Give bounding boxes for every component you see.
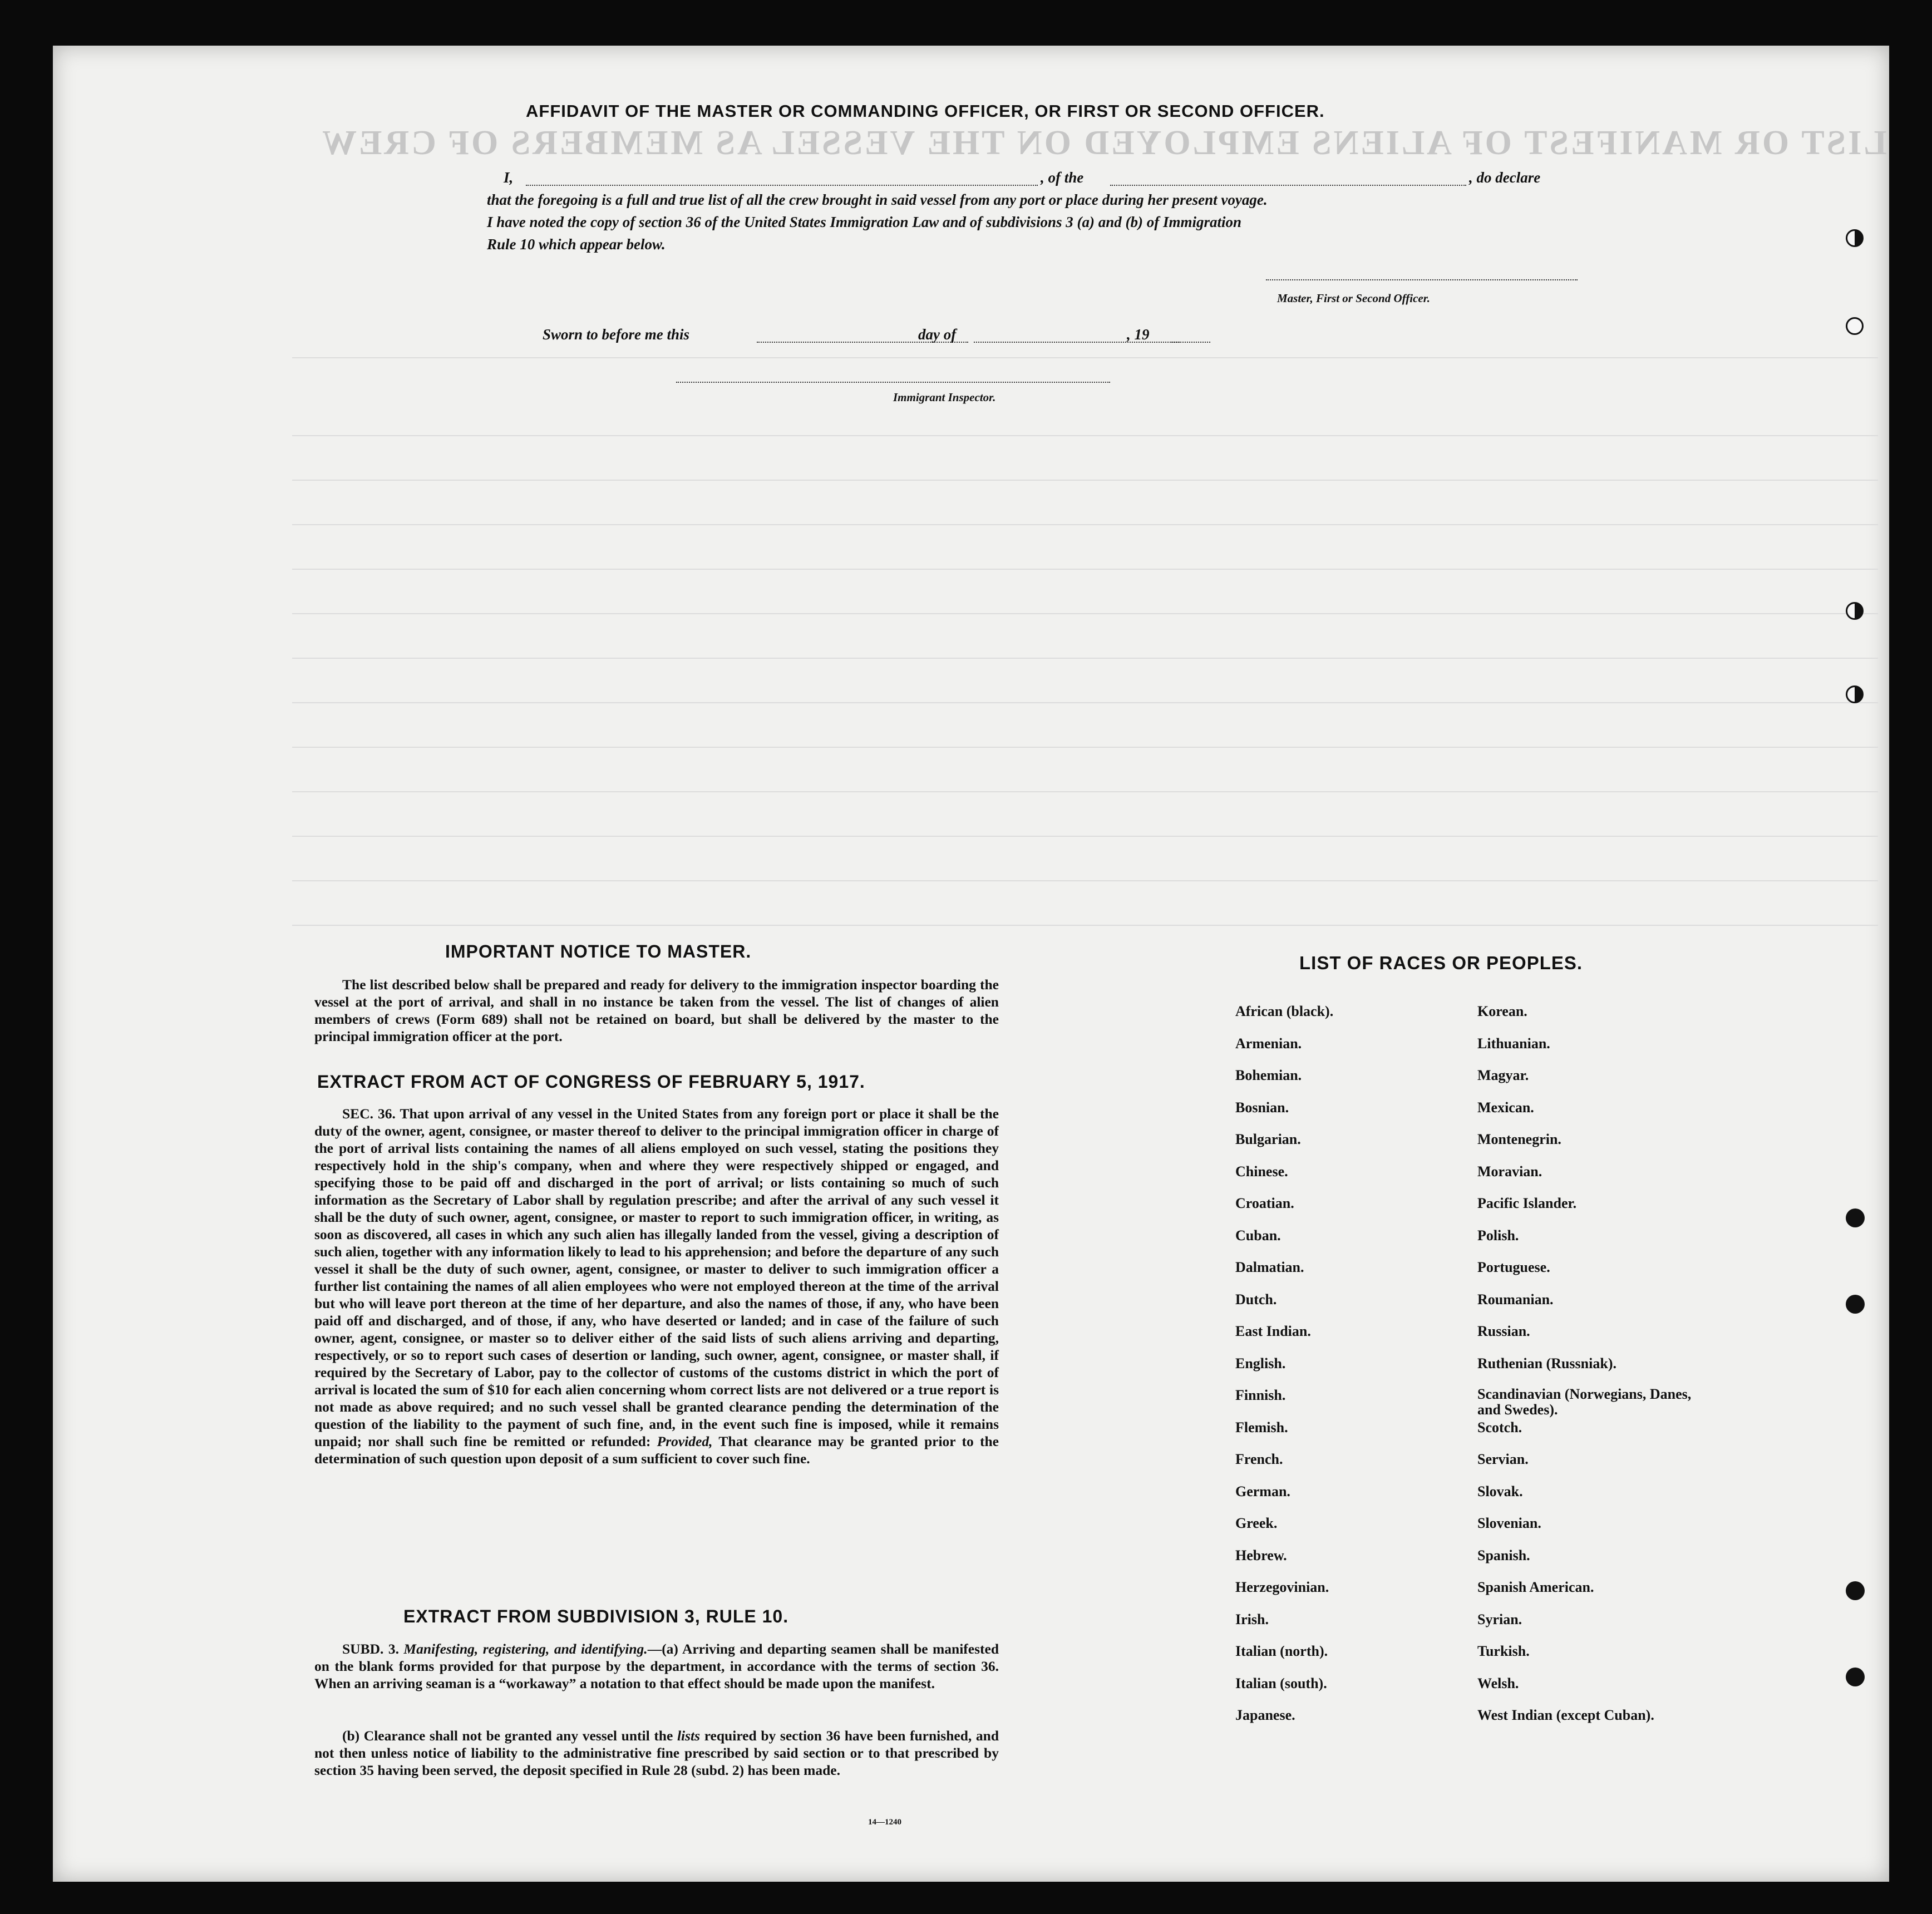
race-item: Syrian. bbox=[1477, 1611, 1522, 1627]
rule-para-b bbox=[314, 1727, 999, 1779]
race-item: Irish. bbox=[1235, 1611, 1269, 1627]
race-item: Spanish. bbox=[1477, 1547, 1530, 1563]
race-item: French. bbox=[1235, 1451, 1283, 1467]
act-title: EXTRACT FROM ACT OF CONGRESS OF FEBRUARY 5, 1917. bbox=[317, 1072, 865, 1092]
binder-hole-icon bbox=[1846, 1581, 1865, 1600]
race-item: Italian (north). bbox=[1235, 1643, 1328, 1659]
race-item: Servian. bbox=[1477, 1451, 1529, 1467]
rule-subd-label: SUBD. 3. bbox=[342, 1641, 399, 1657]
race-item: Roumanian. bbox=[1477, 1291, 1554, 1308]
race-item: Japanese. bbox=[1235, 1707, 1295, 1723]
binder-hole-icon bbox=[1846, 602, 1864, 620]
rule-para-b-start: (b) Clearance shall not be granted any vessel until the bbox=[342, 1728, 673, 1744]
race-item: Mexican. bbox=[1477, 1099, 1534, 1116]
sworn-text: Sworn to before me this bbox=[543, 326, 690, 343]
race-item: Slovenian. bbox=[1477, 1515, 1541, 1531]
race-item: Bosnian. bbox=[1235, 1099, 1289, 1116]
binder-hole-icon bbox=[1846, 1295, 1865, 1314]
race-item: Bohemian. bbox=[1235, 1067, 1302, 1083]
race-item: Moravian. bbox=[1477, 1163, 1542, 1180]
binder-hole-icon bbox=[1846, 685, 1864, 703]
binder-hole-icon bbox=[1846, 229, 1864, 247]
binder-hole-icon bbox=[1846, 1668, 1865, 1686]
race-item: Cuban. bbox=[1235, 1227, 1281, 1244]
year-blank[interactable] bbox=[1171, 342, 1210, 343]
race-item: Scotch. bbox=[1477, 1419, 1522, 1436]
act-body bbox=[314, 1105, 999, 1467]
race-item: Slovak. bbox=[1477, 1483, 1523, 1499]
sworn-year: , 19 bbox=[1127, 326, 1150, 343]
act-text-end: That clearance may be granted prior to the determination of such question upon deposit of a sum sufficient to cover such fine. bbox=[314, 1433, 999, 1467]
race-item: Portuguese. bbox=[1477, 1259, 1550, 1275]
act-text: That upon arrival of any vessel in the United States from any foreign port or place it shall be the duty of the owner, agent, consignee, or master thereof to deliver to the principal immigration officer in charge of the port of arrival lists containing the names of all aliens employed on such vessel, stating the positions they respectively hold in the ship's company, when and where they were respectively shipped or engaged, and specifying those to be paid off and discharged in the port of arrival; or lists containing so much of such information as the Secretary of Labor shall by regulation prescribe; and after the arrival of any such vessel it shall be the duty of such owner, agent, consignee, or master to report to such immigration officer, in writing, as soon as discovered, all cases in which any such alien has illegally landed from the vessel, giving a description of such alien, together with any information likely to lead to his apprehension; and before the departure of any such vessel it shall be the duty of such owner, agent, consignee, or master to deliver to such immigration officer a further list containing the names of all alien employees who were not employed thereon at the time of the arrival but who will leave port thereon at the time of her departure, and also the names of those, if any, who have been paid off and discharged, and of those, if any, who have deserted or landed; and in case of the failure of such owner, agent, consignee, or master so to deliver either of the said lists of such aliens arriving and departing, respectively, or so to report such cases of desertion or landing, such owner, agent, consignee, or master shall, if required by the Secretary of Labor, pay to the collector of customs of the customs district in which the port of arrival is located the sum of $10 for each alien concerning whom correct lists are not delivered or a true report is not made as above required; and no such vessel shall be granted clearance pending the determination of the question of the liability to the payment of such fine, and, in the event such fine is imposed, while it remains unpaid; nor shall such fine be remitted or refunded: bbox=[314, 1106, 999, 1449]
race-item: Turkish. bbox=[1477, 1643, 1530, 1659]
affidavit-line-3: I have noted the copy of section 36 of the United States Immigration Law and of subdivisions 3 (a) and (b) of Immigration bbox=[487, 214, 1242, 230]
rule-para-b-lists: lists bbox=[677, 1728, 701, 1744]
race-item: Lithuanian. bbox=[1477, 1035, 1550, 1052]
race-item: Armenian. bbox=[1235, 1035, 1302, 1052]
races-left-column bbox=[1235, 1003, 1458, 1739]
act-provided: Provided, bbox=[657, 1433, 713, 1449]
race-item: Chinese. bbox=[1235, 1163, 1288, 1180]
inspector-label: Immigrant Inspector. bbox=[893, 391, 996, 404]
race-item: Russian. bbox=[1477, 1323, 1530, 1339]
signature-label: Master, First or Second Officer. bbox=[1277, 292, 1430, 305]
affidavit-line-2: that the foregoing is a full and true list of all the crew brought in said vessel from any port or place during her present voyage. bbox=[487, 191, 1268, 208]
race-item: Dutch. bbox=[1235, 1291, 1277, 1308]
affidavit-line-1: I, bbox=[504, 169, 514, 186]
affidavit-line-4: Rule 10 which appear below. bbox=[487, 236, 666, 253]
act-section-label: SEC. 36. bbox=[342, 1106, 396, 1122]
race-item: Scandinavian (Norwegians, Danes, and Swedes). bbox=[1477, 1386, 1692, 1418]
race-item: Pacific Islander. bbox=[1477, 1195, 1577, 1211]
bleed-through-title: LIST OR MANIFEST OF ALIENS EMPLOYED ON THE VESSEL AS MEMBERS OF CREW bbox=[320, 124, 1887, 162]
race-item: Italian (south). bbox=[1235, 1675, 1327, 1691]
rule-para-a bbox=[314, 1640, 999, 1692]
rule-para-a-text: —(a) Arriving and departing seamen shall be manifested on the blank forms provided for that purpose by the department, in accordance with the terms of section 36. When an arriving seaman is a “workaway” a notation to that effect should be made upon the manifest. bbox=[314, 1641, 999, 1691]
name-blank[interactable] bbox=[526, 185, 1038, 186]
notice-title: IMPORTANT NOTICE TO MASTER. bbox=[445, 941, 752, 961]
race-item: Welsh. bbox=[1477, 1675, 1519, 1691]
vessel-blank[interactable] bbox=[1110, 185, 1466, 186]
rule-title: EXTRACT FROM SUBDIVISION 3, RULE 10. bbox=[403, 1606, 789, 1626]
sworn-day-of: day of bbox=[918, 326, 957, 343]
race-item: Polish. bbox=[1477, 1227, 1519, 1244]
race-item: Ruthenian (Russniak). bbox=[1477, 1355, 1616, 1372]
race-item: Flemish. bbox=[1235, 1419, 1288, 1436]
race-item: Finnish. bbox=[1235, 1387, 1286, 1403]
race-item: English. bbox=[1235, 1355, 1286, 1372]
race-item: Greek. bbox=[1235, 1515, 1278, 1531]
race-item: Bulgarian. bbox=[1235, 1131, 1301, 1147]
race-item: Spanish American. bbox=[1477, 1579, 1594, 1595]
affidavit-of-the: , of the bbox=[1041, 169, 1084, 186]
rule-para-b-end: required by section 36 have been furnished, and not then unless notice of liability to the administrative fine prescribed by said section or to that prescribed by section 35 having been served, the deposit specified in Rule 28 (subd. 2) has been made. bbox=[314, 1728, 999, 1778]
race-item: Herzegovinian. bbox=[1235, 1579, 1329, 1595]
inspector-signature-blank[interactable] bbox=[676, 382, 1110, 383]
race-item: Korean. bbox=[1477, 1003, 1527, 1019]
document-page bbox=[53, 46, 1889, 1882]
affidavit-do-declare: , do declare bbox=[1469, 169, 1541, 186]
rule-subd-title: Manifesting, registering, and identifying. bbox=[403, 1641, 648, 1657]
signature-blank[interactable] bbox=[1266, 279, 1578, 280]
notice-body: The list described below shall be prepared and ready for delivery to the immigration inspector boarding the vessel at the port of arrival, and shall in no instance be taken from the vessel. The list of changes of alien members of crews (Form 689) shall not be retained on board, but shall be delivered by the master to the principal immigration officer at the port. bbox=[314, 976, 999, 1044]
races-right-column bbox=[1477, 1003, 1717, 1739]
affidavit-title: AFFIDAVIT OF THE MASTER OR COMMANDING OFFICER, OR FIRST OR SECOND OFFICER. bbox=[526, 101, 1325, 121]
race-item: Magyar. bbox=[1477, 1067, 1529, 1083]
binder-hole-icon bbox=[1846, 1208, 1865, 1227]
race-item: Croatian. bbox=[1235, 1195, 1294, 1211]
race-item: West Indian (except Cuban). bbox=[1477, 1707, 1654, 1723]
binder-hole-icon bbox=[1846, 317, 1864, 335]
races-title: LIST OF RACES OR PEOPLES. bbox=[1299, 953, 1583, 973]
race-item: Montenegrin. bbox=[1477, 1131, 1561, 1147]
race-item: German. bbox=[1235, 1483, 1290, 1499]
race-item: East Indian. bbox=[1235, 1323, 1311, 1339]
form-number: 14—1240 bbox=[868, 1818, 901, 1827]
race-item: Dalmatian. bbox=[1235, 1259, 1304, 1275]
race-item: Hebrew. bbox=[1235, 1547, 1287, 1563]
race-item: African (black). bbox=[1235, 1003, 1334, 1019]
